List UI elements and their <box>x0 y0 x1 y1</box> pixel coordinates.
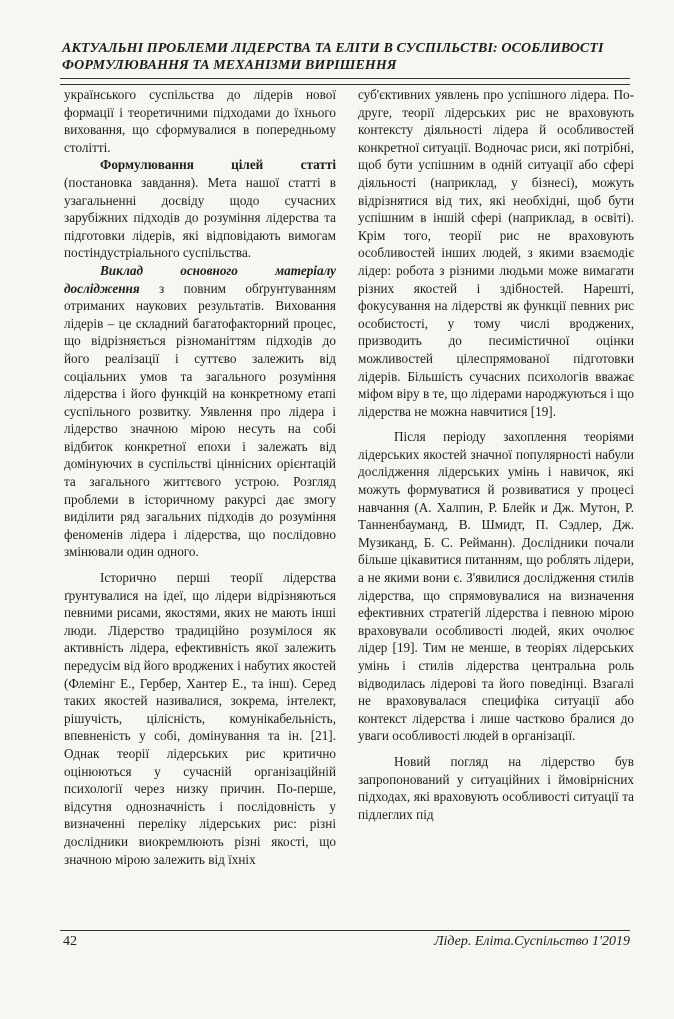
footer-rule <box>60 930 630 931</box>
right-paragraph-2: Після періоду захоплення теоріями лідерських якостей значної популярності набули дослідження лідерських умінь і навичок, які можуть формуватися й розвиватися у процесі навчання (А. Халпин, Р. Блейк и Дж. Мутон, Р. Танненбауманд, В. Шмидт, П. Сэдлер, Дж. Музиканд, Б. С. Рейманн). Дослідники почали більше цікавитися питанням, що роблять лідери, а не якими вони є. З'явилися дослідження стилів лідерства, що спрямовувалися на визначення ефективних стратегій лідерства і певною мірою враховували особливості людей, яких очолює лідер [19]. Тим не менше, в теоріях лідерських умінь і стилів лідерства центральна роль відводилась лідерові та його поведінці. Взагалі не враховувалася специфіка ситуації або контекст лідерства і лише частково бралися до уваги особливості людей в організації. <box>358 429 634 744</box>
header-rule-bottom <box>60 84 630 85</box>
goals-heading: Формулювання цілей статті <box>100 157 336 173</box>
right-paragraph-1: суб'єктивних уявлень про успішного лідера. По-друге, теорії лідерських рис не враховують контексту діяльності лідера й особливостей конкретної ситуації. Водночас риси, які потрібні, щоб бути успішним в одній ситуації або сфері діяльності (наприклад, у бізнесі), можуть відрізнятися від тих, які необхідні, щоб бути успішним в іншій сфері (наприклад, в освіті). Крім того, теорії рис не враховують особливостей інших людей, з якими взаємодіє лідер: робота з різними людьми може вимагати різних якостей і здібностей. Нарешті, фокусування на лідерстві як функції певних рис особистості, у тому числі вроджених, призводить до песимістичної оцінки можливостей цілеспрямованої підготовки лідерів. Більшість сучасних психологів вважає міфом віру в те, що лідерами народжуються і що лідерства не можна навчитися [19]. <box>358 87 635 419</box>
left-column <box>64 86 336 868</box>
journal-name: Лідер. Еліта.Суспільство 1'2019 <box>433 934 630 949</box>
goals-text: (постановка завдання). Мета нашої статті в узагальненні досвіду щодо сучасних зарубіжних підходів до розуміння лідерства та підготовки лідерів, які відповідають вимогам постіндустріального суспільства. <box>64 174 336 261</box>
main-material-text: з повним обґрунтуванням отриманих наукових результатів. Виховання лідерів – це складний багатофакторний процес, що відрізняється різноманіттям підходів до його реалізації і суттєво залежить від соціальних умов та загального розуміння лідерства і його функцій на конкретному етапі суспільного розвитку. Уявлення про лідера і лідерство значною мірою несуть на собі відбиток конкретної епохи і залежать від домінуючих в суспільстві ціннісних орієнтацій та загального життєвого устрою. Розгляд проблеми в історичному ракурсі дає змогу виділити ряд загальних підходів до розуміння феноменів лідера і лідерства, що послідовно змінювали один одного. <box>64 280 336 560</box>
right-paragraph-3: Новий погляд на лідерство був запропонований у ситуаційних і ймовірнісних підходах, які враховують особливості ситуації та підлеглих під <box>358 753 634 822</box>
left-paragraph-2 <box>64 156 336 262</box>
header-rule-top <box>60 78 630 79</box>
left-paragraph-3 <box>64 262 336 561</box>
running-header <box>62 40 628 74</box>
main-material-heading: Виклад основного матеріалу дослідження <box>64 262 336 296</box>
page-number: 42 <box>63 934 77 949</box>
header-line-2: ФОРМУЛЮВАННЯ ТА МЕХАНІЗМИ ВИРІШЕННЯ <box>62 58 397 73</box>
right-column <box>358 86 634 823</box>
left-paragraph-1: українського суспільства до лідерів нової формації і теоретичними підходами до їхнього виховання, що сформувалися в попередньому столітті. <box>64 87 336 155</box>
left-paragraph-4: Історично перші теорії лідерства ґрунтувалися на ідеї, що лідери відрізняються певними рисами, якостями, яких не мають інші люди. Лідерство традиційно розумілося як активність лідера, ефективність якої залежить передусім від його вроджених і набутих якостей (Флемінг Е., Гербер, Хантер Е., та інш). Серед таких якостей називалися, зокрема, інтелект, рішучість, цілісність, комунікабельність, впевненість у собі, домінування та ін. [21]. Однак теорії лідерських рис критично оцінюються у сучасній організаційній психології через низку причин. По-перше, відсутня однозначність і послідовність у визначенні переліку лідерських рис: різні дослідники виокремлюють різні якості, що значною мірою залежить від їхніх <box>64 570 336 867</box>
header-line-1: АКТУАЛЬНІ ПРОБЛЕМИ ЛІДЕРСТВА ТА ЕЛІТИ В СУСПІЛЬСТВІ: ОСОБЛИВОСТІ <box>62 41 604 56</box>
